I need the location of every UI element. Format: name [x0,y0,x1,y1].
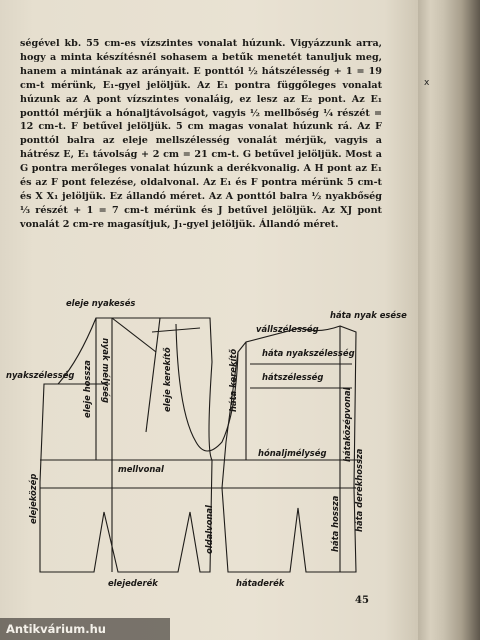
label-hatszelesseg: hátszélesség [262,372,324,382]
label-eleje-nyakeses: eleje nyakesés [66,298,136,308]
label-elejederek: elejederék [108,578,158,588]
body-text [20,37,382,232]
label-hata-kereklo: háta kerekítő [228,348,238,412]
label-mellvonal: mellvonal [118,464,164,474]
body-paragraph: ségével kb. 55 cm-es vízszintes vonalat húzunk. Vigyázzunk arra, hogy a minta készítésnél sohasem a betűk menetét tanuljuk meg, hanem a mintának az arányait. E ponttól ½ hátszélesség + 1 = 19 cm-t mérünk, E₁-gyel jelöljük. Az E₁ pontra függőleges vonalat húzunk az A pont vízszintes vonaláig, ez lesz az E₂ pont. Az E₁ ponttól mérjük a hónaljtávolságot, vagyis ½ mellbőség ¼ részét = 12 cm-t. F betűvel jelöljük. 5 cm magas vonalat húzunk rá. Az F ponttól balra az eleje mellszélesség vonalát mérjük, vagyis a hátrész E, E₁ távolság + 2 cm = 21 cm-t. G betűvel jelöljük. Most a G pontra merőleges vonalat húzunk a derékvonalig. A H pont az E₁ és az F pont felezése, oldalvonal. Az E₁ és F pontra mérünk 5 cm-t és X X₁ jelöljük. Ez állandó méret. Az A ponttól balra ½ nyakbőség ⅓ részét + 1 = 7 cm-t mérünk és J betűvel jelöljük. Az XJ pont vonalát 2 cm-re magasítjuk, J₁-gyel jelöljük. Állandó méret. [20,38,382,230]
label-hata-derekhossza: háta derékhossza [354,448,364,532]
label-nyak-melyseg: nyak mélység [101,338,111,403]
label-honaljmelyseg: hónaljmélység [258,448,327,458]
label-eleje-hossza: eleje hossza [82,360,92,418]
label-hataderek: hátaderék [236,578,285,588]
label-hata-nyakszelesseg: háta nyakszélesség [262,348,355,358]
pattern-drawing [0,292,418,592]
pattern-diagram [0,292,418,592]
label-oldalvonal: oldalvonal [204,505,214,554]
page-edge [418,0,480,640]
edge-mark: x [424,78,430,88]
label-nyakszelesseg: nyakszélesség [6,370,75,380]
page-number: 45 [355,595,369,606]
label-hata-hossza: háta hossza [330,495,340,552]
label-hatakozepvonal: hátaközépvonal [342,387,352,462]
label-vallszelesseg: vállszélesség [256,324,319,334]
label-elejekozep: elejeközép [28,473,38,524]
label-hata-nyakesese: háta nyak esése [330,310,407,320]
label-eleje-kereklo: eleje kerekítő [162,347,172,412]
watermark: Antikvárium.hu [0,618,170,640]
